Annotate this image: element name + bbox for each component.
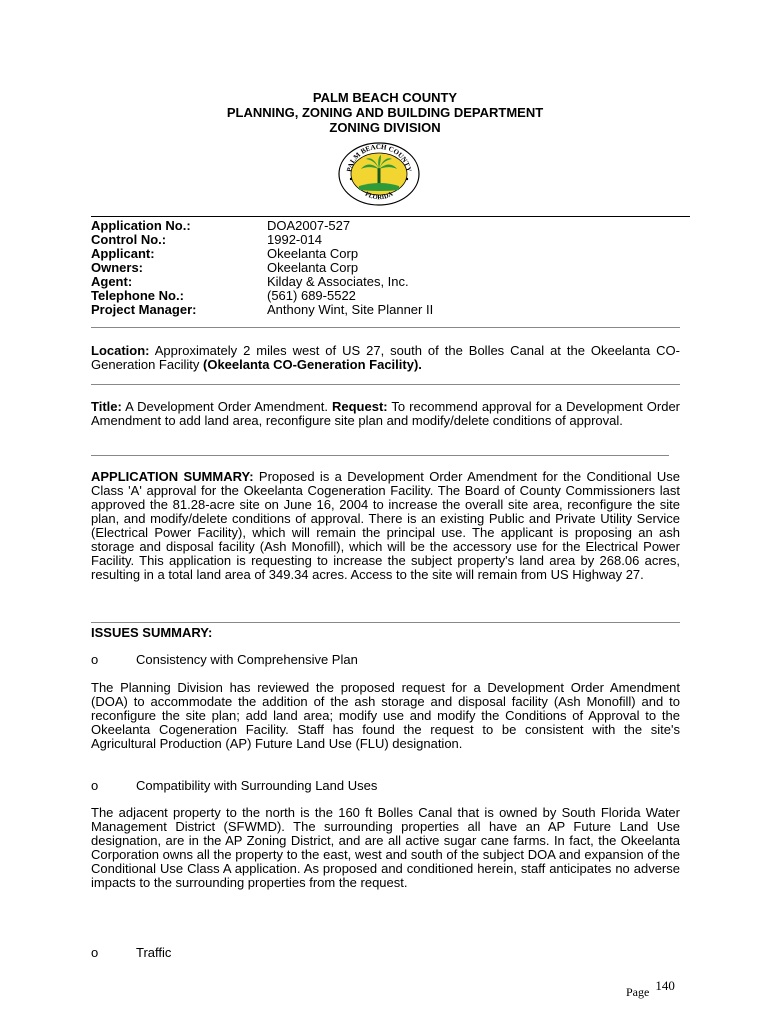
page-number-value: 140: [655, 978, 675, 993]
divider-before-issues: [91, 622, 680, 623]
info-label: Telephone No.:: [91, 288, 184, 303]
info-value: DOA2007-527: [267, 218, 351, 233]
location-label: Location:: [91, 343, 150, 358]
info-value: (561) 689-5522: [267, 288, 356, 303]
info-row-owners: [91, 261, 680, 275]
info-label: Agent:: [91, 274, 133, 289]
application-info: [91, 219, 680, 317]
location-bold-text: (Okeelanta CO-Generation Facility).: [203, 357, 422, 372]
issue-item-compatibility: [91, 779, 680, 793]
issues-heading: [91, 626, 680, 640]
info-row-agent: [91, 275, 680, 289]
application-summary-label: APPLICATION SUMMARY:: [91, 469, 254, 484]
issue-paragraph-consistency: The Planning Division has reviewed the proposed request for a Development Order Amendment (DOA) to accommodate the addition of the ash storage and disposal facility (Ash Monofill) and to reconfigure the site plan; add land area; modify use and modify the Conditions of Approval to the Okeelanta Cogeneration Facility. Staff has found the request to be consistent with the site's Agricultural Production (AP) Future Land Use (FLU) designation.: [91, 680, 680, 751]
info-label: Control No.:: [91, 232, 167, 247]
bullet-marker: o: [91, 652, 99, 667]
bullet-marker: o: [91, 778, 99, 793]
page-number: [626, 978, 675, 1000]
seal-top-text: PALM BEACH COUNTY: [345, 142, 413, 173]
header-line-department: PLANNING, ZONING AND BUILDING DEPARTMENT: [226, 105, 544, 120]
issue-item-traffic: [91, 946, 680, 960]
info-label: Applicant:: [91, 246, 155, 261]
info-row-telephone: [91, 289, 680, 303]
request-label: Request:: [332, 399, 388, 414]
issue-item-text: Traffic: [136, 945, 172, 960]
header-line-division: ZONING DIVISION: [329, 120, 441, 135]
info-value: Kilday & Associates, Inc.: [267, 274, 409, 289]
divider-after-title: [91, 455, 669, 456]
header-line-county: PALM BEACH COUNTY: [312, 90, 458, 105]
issue-item-text: Consistency with Comprehensive Plan: [136, 652, 358, 667]
info-label: Owners:: [91, 260, 144, 275]
info-value: Okeelanta Corp: [267, 260, 359, 275]
location-section: [91, 344, 680, 372]
issue-item-consistency: [91, 653, 680, 667]
divider-after-location: [91, 384, 680, 385]
info-row-project-manager: [91, 303, 680, 317]
application-summary-text: Proposed is a Development Order Amendment for the Conditional Use Class 'A' approval for the Okeelanta Cogeneration Facility. The Board of County Commissioners last approved the 81.28-acre site on June 16, 2004 to increase the overall site area, reconfigure the site plan, and modify/delete conditions of approval. There is an existing Public and Private Utility Service (Electrical Power Facility), which will remain the principal use. The applicant is proposing an ash storage and disposal facility (Ash Monofill), which will be the accessory use for the Electrical Power Facility. This application is requesting to increase the subject property's land area by 268.06 acres, resulting in a total land area of 349.34 acres. Access to the site will remain from US Highway 27.: [91, 469, 680, 582]
info-row-applicant: [91, 247, 680, 261]
title-text: A Development Order Amendment.: [121, 399, 332, 414]
page-label: Page: [626, 985, 650, 999]
title-section: [91, 400, 680, 428]
title-label: Title:: [91, 399, 122, 414]
issues-heading-text: ISSUES SUMMARY:: [91, 625, 213, 640]
divider-top: [91, 216, 690, 217]
info-row-application-no: [91, 219, 680, 233]
request-text: To recommend approval for a Development Order Amendment to add land area, reconfigure site plan and modify/delete conditions of approval.: [91, 399, 681, 428]
county-seal-logo: [337, 142, 421, 206]
document-header: [0, 90, 770, 135]
application-summary: [91, 470, 680, 582]
info-value: Okeelanta Corp: [267, 246, 359, 261]
issue-item-text: Compatibility with Surrounding Land Uses: [136, 778, 378, 793]
info-label: Project Manager:: [91, 302, 197, 317]
divider-after-info: [91, 327, 680, 328]
info-row-control-no: [91, 233, 680, 247]
bullet-marker: o: [91, 945, 99, 960]
info-label: Application No.:: [91, 218, 191, 233]
info-value: Anthony Wint, Site Planner II: [267, 302, 434, 317]
info-value: 1992-014: [267, 232, 322, 247]
location-text: Approximately 2 miles west of US 27, south of the Bolles Canal at the Okeelanta CO-Generation Facility: [91, 343, 680, 372]
seal-bottom-text: FLORIDA: [363, 190, 395, 202]
issue-paragraph-compatibility: The adjacent property to the north is the 160 ft Bolles Canal that is owned by South Florida Water Management District (SFWMD). The surrounding properties all have an AP Future Land Use designation, are in the AP Zoning District, and are all active sugar cane farms. In fact, the Okeelanta Corporation owns all the property to the east, west and south of the subject DOA and expansion of the Conditional Use Class A application. As proposed and conditioned herein, staff anticipates no adverse impacts to the surrounding properties from the request.: [91, 805, 680, 890]
